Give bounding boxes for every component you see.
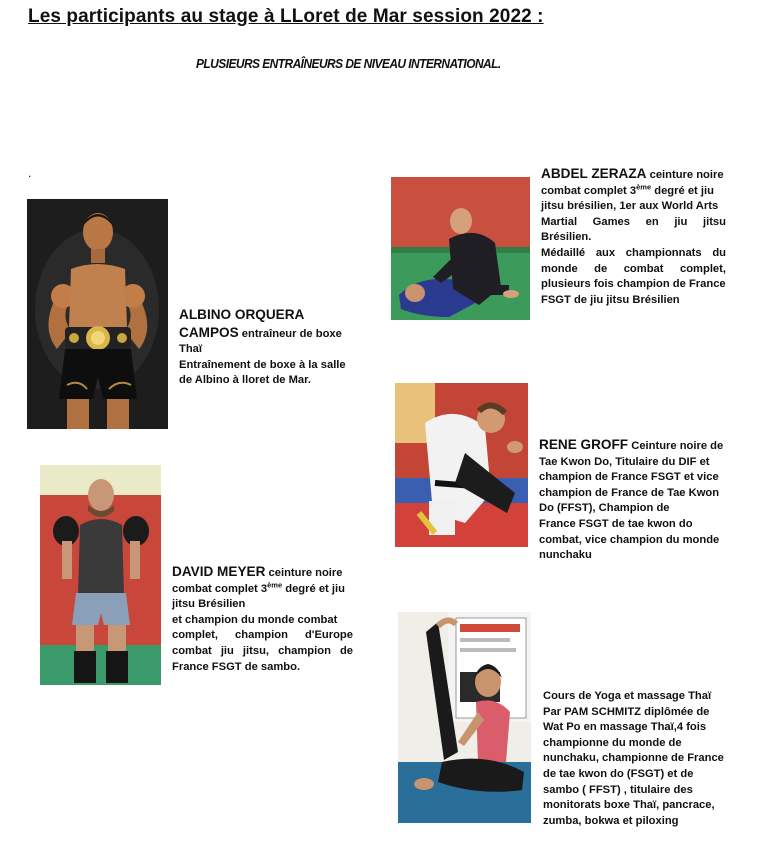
pam-bio: [543, 689, 733, 829]
abdel-line: plusieurs fois champion de France: [541, 278, 726, 291]
abdel-photo: [391, 177, 530, 320]
pam-line: Cours de Yoga et massage Thaï: [543, 690, 712, 702]
rene-line: combat, vice champion du monde: [539, 533, 720, 546]
david-bio: [172, 564, 353, 675]
rene-line: France FSGT de tae kwon do: [539, 517, 693, 530]
pam-line: monitorats boxe Thaï, pancrace,: [543, 799, 715, 812]
albino-line: Thaï: [179, 343, 202, 356]
albino-name: ALBINO ORQUERA: [179, 307, 305, 322]
david-line: et champion du monde combat: [172, 613, 338, 626]
albino-line: Entraînement de boxe à la salle: [179, 358, 346, 371]
david-line: complet, champion d'Europe: [172, 629, 353, 642]
david-line: jitsu Brésilien: [172, 598, 246, 611]
abdel-bio: [541, 166, 726, 308]
abdel-line: degré et jiu: [651, 184, 714, 197]
abdel-sup: ème: [636, 181, 652, 191]
rene-line: Do (FFST), Champion de: [539, 502, 670, 515]
abdel-line: FSGT de jiu jitsu Brésilien: [541, 293, 680, 306]
pam-line: Wat Po en massage Thaï,4 fois: [543, 721, 707, 734]
pam-line: sambo ( FFST) , titulaire des: [543, 783, 693, 796]
rene-photo: [395, 383, 528, 547]
abdel-line: Martial Games en jiu jitsu Brésilien.: [541, 215, 726, 244]
pam-photo: [398, 612, 531, 823]
albino-role: entraîneur de boxe: [238, 327, 342, 340]
rene-line: Tae Kwon Do, Titulaire du DIF et: [539, 455, 710, 468]
rene-line: champion de France FSGT et vice: [539, 471, 719, 484]
page-subtitle: PLUSIEURS ENTRAÎNEURS DE NIVEAU INTERNATIONAL.: [196, 56, 501, 71]
pam-line: zumba, bokwa et piloxing: [543, 814, 679, 827]
abdel-name: ABDEL ZERAZA: [541, 166, 647, 181]
stray-dot: .: [28, 166, 32, 180]
pam-line: de tae kwon do (FSGT) et de: [543, 767, 694, 780]
pam-line: nunchaku, championne de France: [543, 752, 724, 765]
abdel-line: monde de combat complet,: [541, 262, 726, 275]
rene-name: RENE GROFF: [539, 437, 629, 452]
albino-line: de Albino à lloret de Mar.: [179, 374, 311, 387]
albino-name-2: CAMPOS: [179, 324, 239, 340]
david-line: degré et jiu: [282, 582, 345, 595]
rene-line: champion de France de Tae Kwon: [539, 486, 720, 499]
david-line: France FSGT de sambo.: [172, 660, 301, 673]
david-line: combat complet 3: [172, 582, 268, 595]
david-name: DAVID MEYER: [172, 564, 266, 579]
david-line: ceinture noire: [265, 567, 343, 579]
david-line: combat jiu jitsu, champion de: [172, 644, 353, 657]
rene-line: Ceinture noire de: [628, 440, 724, 452]
albino-bio: [179, 307, 359, 389]
page-title: Les participants au stage à LLoret de Mar session 2022 :: [28, 6, 544, 27]
abdel-line: combat complet 3: [541, 184, 637, 197]
rene-line: nunchaku: [539, 549, 592, 562]
abdel-line: Médaillé aux championnats du: [541, 246, 726, 259]
david-sup: ème: [267, 579, 283, 589]
abdel-line: ceinture noire: [646, 169, 724, 181]
pam-line: Par PAM SCHMITZ diplômée de: [543, 705, 710, 718]
pam-line: championne du monde de: [543, 736, 682, 749]
albino-photo: [27, 199, 168, 429]
rene-bio: [539, 437, 729, 564]
david-photo: [40, 465, 161, 685]
abdel-line: jitsu brésilien, 1er aux World Arts: [541, 200, 719, 213]
